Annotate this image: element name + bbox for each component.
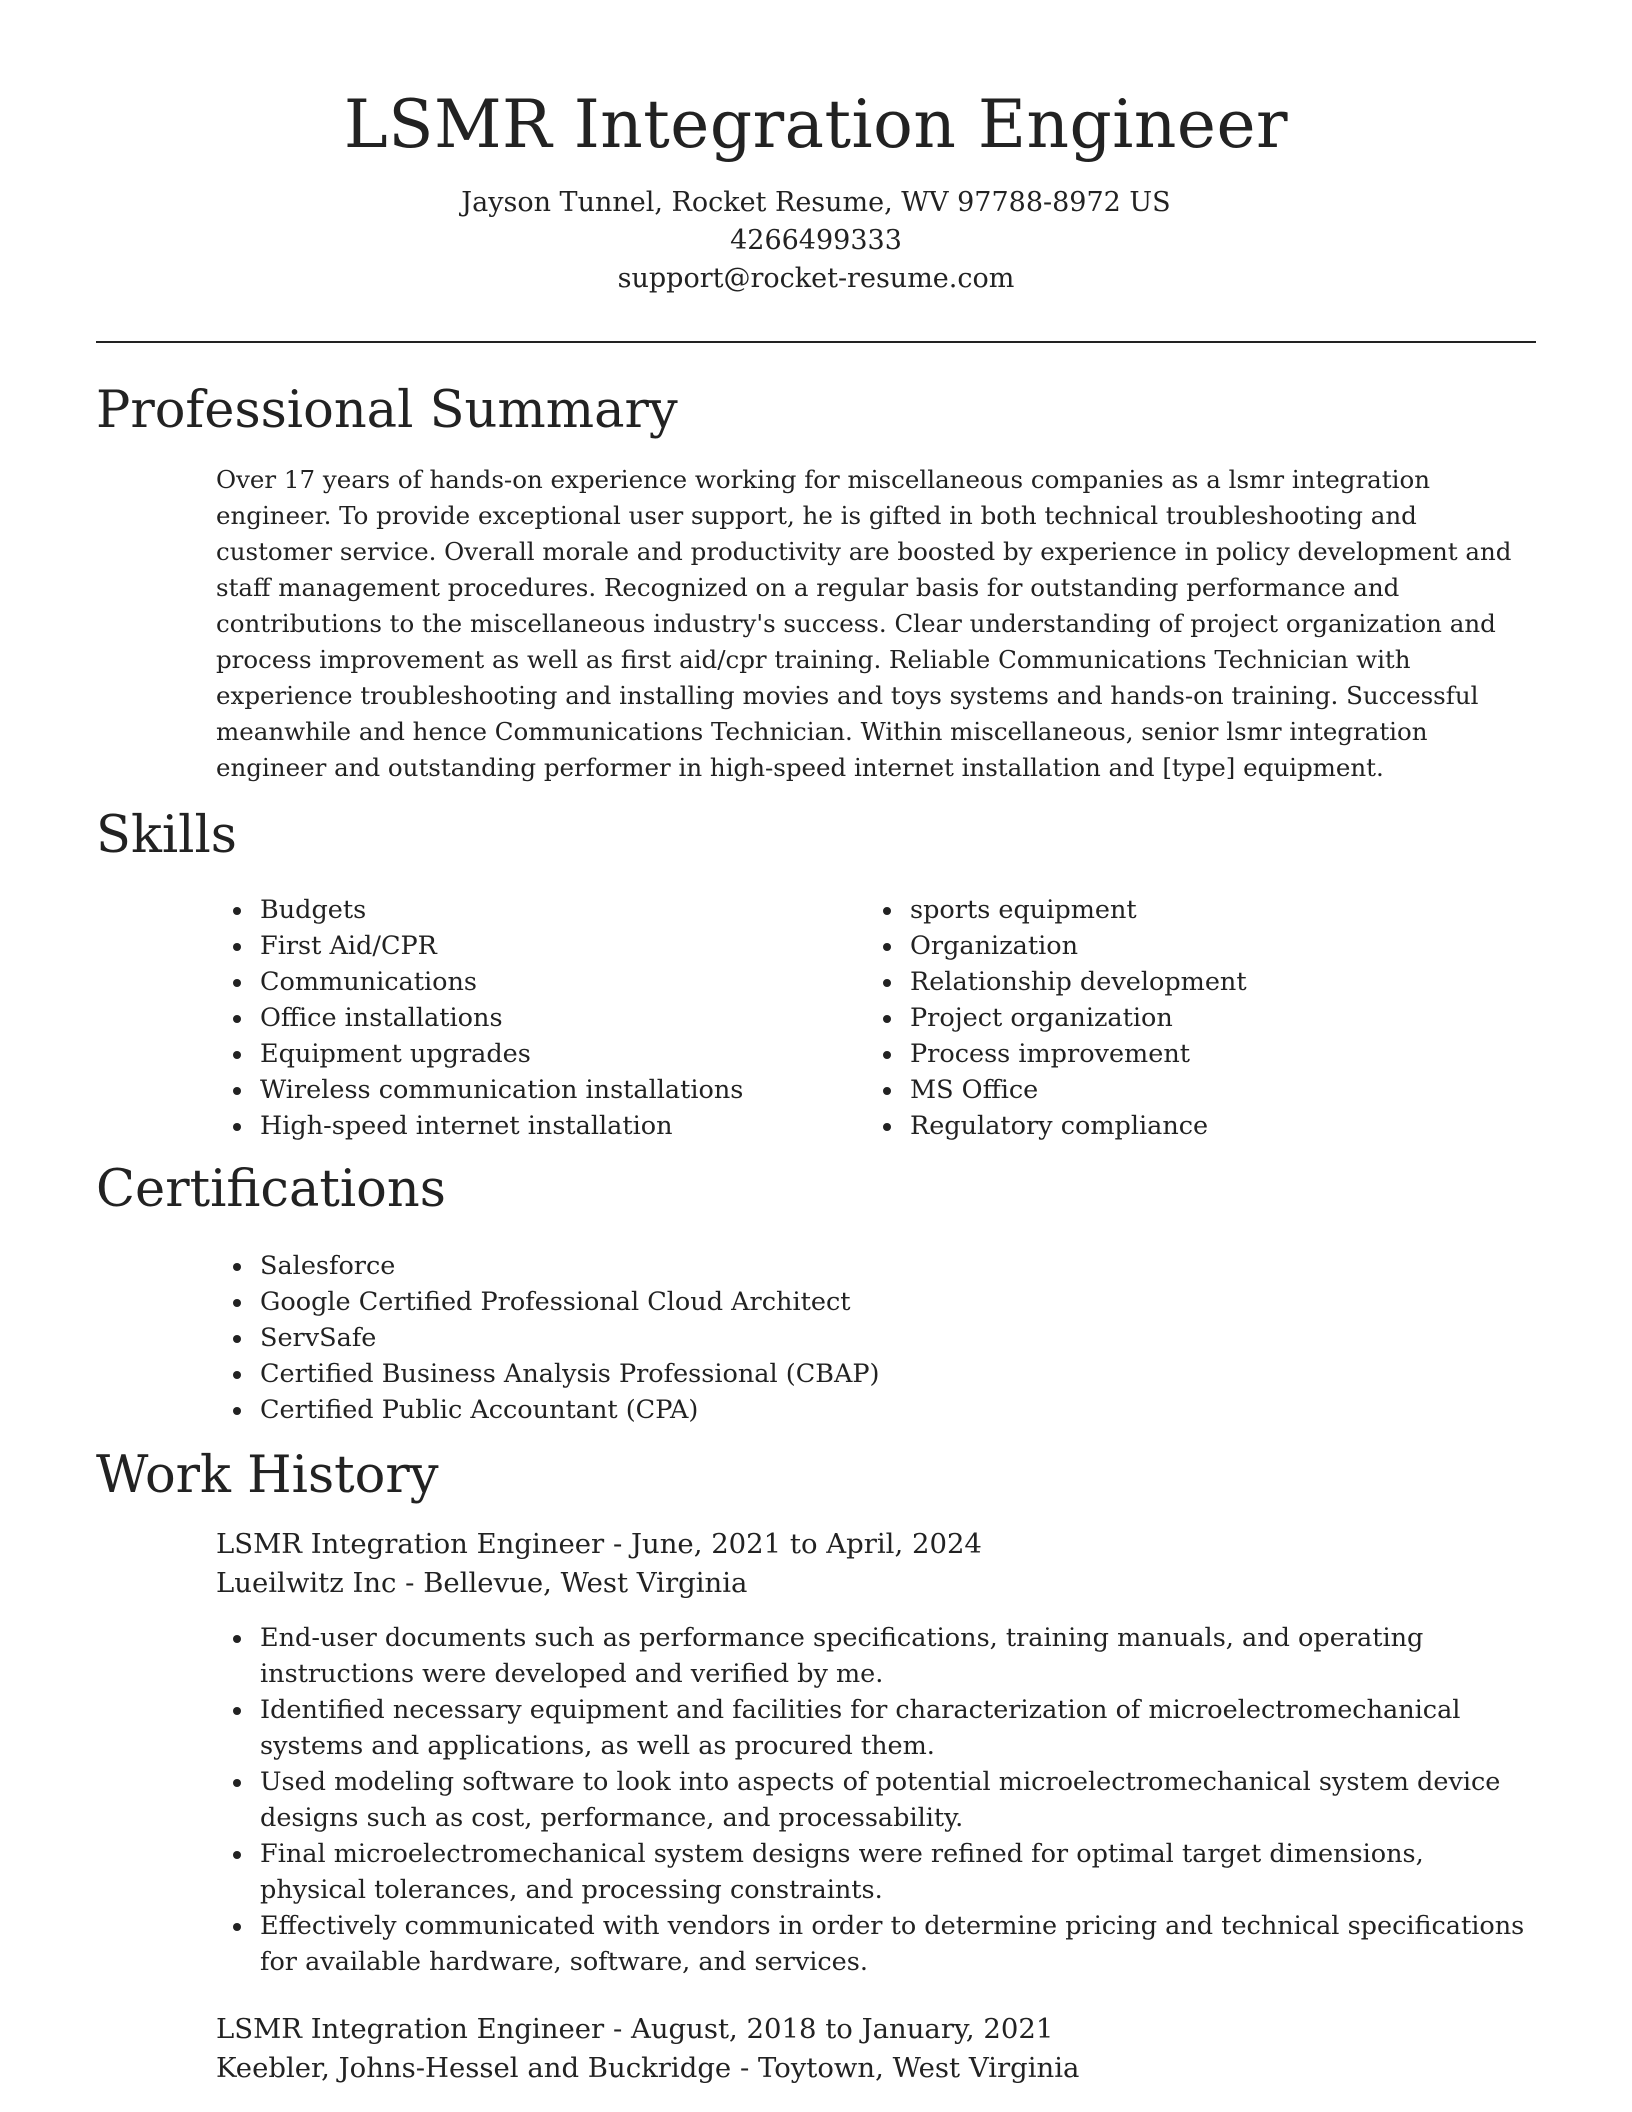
job-separator: - (731, 2052, 758, 2084)
contact-phone: 4266499333 (730, 225, 902, 256)
skills-list-right (866, 892, 1506, 1144)
resume-title: LSMR Integration Engineer (343, 86, 1289, 163)
skill-item: Wireless communication installations (216, 1072, 856, 1108)
job-title: LSMR Integration Engineer (216, 1528, 605, 1560)
certification-item: Google Certified Professional Cloud Architect (216, 1284, 1516, 1320)
certification-item: Certified Business Analysis Professional (CBAP) (216, 1356, 1516, 1392)
skill-item: High-speed internet installation (216, 1108, 856, 1144)
certifications-heading: Certifications (96, 1160, 446, 1219)
job-separator: - (396, 1567, 424, 1599)
job-dates: June, 2021 to April, 2024 (630, 1528, 982, 1560)
job-title: LSMR Integration Engineer (216, 2013, 605, 2045)
certification-item: Certified Public Accountant (CPA) (216, 1392, 1516, 1428)
contact-address: Jayson Tunnel, Rocket Resume, WV 97788-8972 US (461, 187, 1171, 218)
job-company-line (216, 2048, 1079, 2088)
job-bullet: Effectively communicated with vendors in order to determine pricing and technical specifications for available hardware, software, and services. (216, 1908, 1536, 1980)
work-history-heading: Work History (96, 1446, 439, 1505)
summary-text: Over 17 years of hands-on experience working for miscellaneous companies as a lsmr integration engineer. To provide exceptional user support, he is gifted in both technical troubleshooting and customer service. Overall morale and productivity are boosted by experience in policy development and staff management procedures. Recognized on a regular basis for outstanding performance and contributions to the miscellaneous industry's success. Clear understanding of project organization and process improvement as well as first aid/cpr training. Reliable Communications Technician with experience troubleshooting and installing movies and toys systems and hands-on training. Successful meanwhile and hence Communications Technician. Within miscellaneous, senior lsmr integration engineer and outstanding performer in high-speed internet installation and [type] equipment. (216, 465, 1512, 782)
skill-item: Relationship development (866, 964, 1506, 1000)
summary-heading: Professional Summary (96, 381, 678, 440)
job-bullets (216, 1620, 1536, 1980)
job-separator: - (604, 2013, 631, 2045)
resume-header (0, 80, 1632, 298)
job-bullet: Final microelectromechanical system designs were refined for optimal target dimensions, physical tolerances, and processing constraints. (216, 1836, 1536, 1908)
certification-item: ServSafe (216, 1320, 1516, 1356)
skill-item: Process improvement (866, 1036, 1506, 1072)
skill-item: Regulatory compliance (866, 1108, 1506, 1144)
job-separator: - (604, 1528, 631, 1560)
skill-item: MS Office (866, 1072, 1506, 1108)
skill-item: Office installations (216, 1000, 856, 1036)
skills-list-left (216, 892, 856, 1144)
contact-block (0, 184, 1632, 298)
job-location: Bellevue, West Virginia (423, 1567, 748, 1599)
job-company: Keebler, Johns-Hessel and Buckridge (216, 2052, 732, 2084)
job-company-line (216, 1563, 747, 1603)
certification-item: Salesforce (216, 1248, 1516, 1284)
job-bullet: Identified necessary equipment and facilities for characterization of microelectromechanical systems and applications, as well as procured them. (216, 1692, 1536, 1764)
skill-item: Project organization (866, 1000, 1506, 1036)
skill-item: Communications (216, 964, 856, 1000)
job-title-line (216, 2009, 1053, 2049)
job-location: Toytown, West Virginia (757, 2052, 1080, 2084)
job-company: Lueilwitz Inc (216, 1567, 397, 1599)
contact-email: support@rocket-resume.com (617, 263, 1015, 294)
job-dates: August, 2018 to January, 2021 (630, 2013, 1054, 2045)
skills-heading: Skills (96, 806, 237, 865)
job-bullet: End-user documents such as performance specifications, training manuals, and operating instructions were developed and verified by me. (216, 1620, 1536, 1692)
skill-item: First Aid/CPR (216, 928, 856, 964)
skill-item: Organization (866, 928, 1506, 964)
header-divider (96, 341, 1536, 343)
skill-item: sports equipment (866, 892, 1506, 928)
skill-item: Budgets (216, 892, 856, 928)
skill-item: Equipment upgrades (216, 1036, 856, 1072)
job-title-line (216, 1524, 982, 1564)
job-bullet: Used modeling software to look into aspects of potential microelectromechanical system device designs such as cost, performance, and processability. (216, 1764, 1536, 1836)
certifications-list (216, 1248, 1516, 1428)
